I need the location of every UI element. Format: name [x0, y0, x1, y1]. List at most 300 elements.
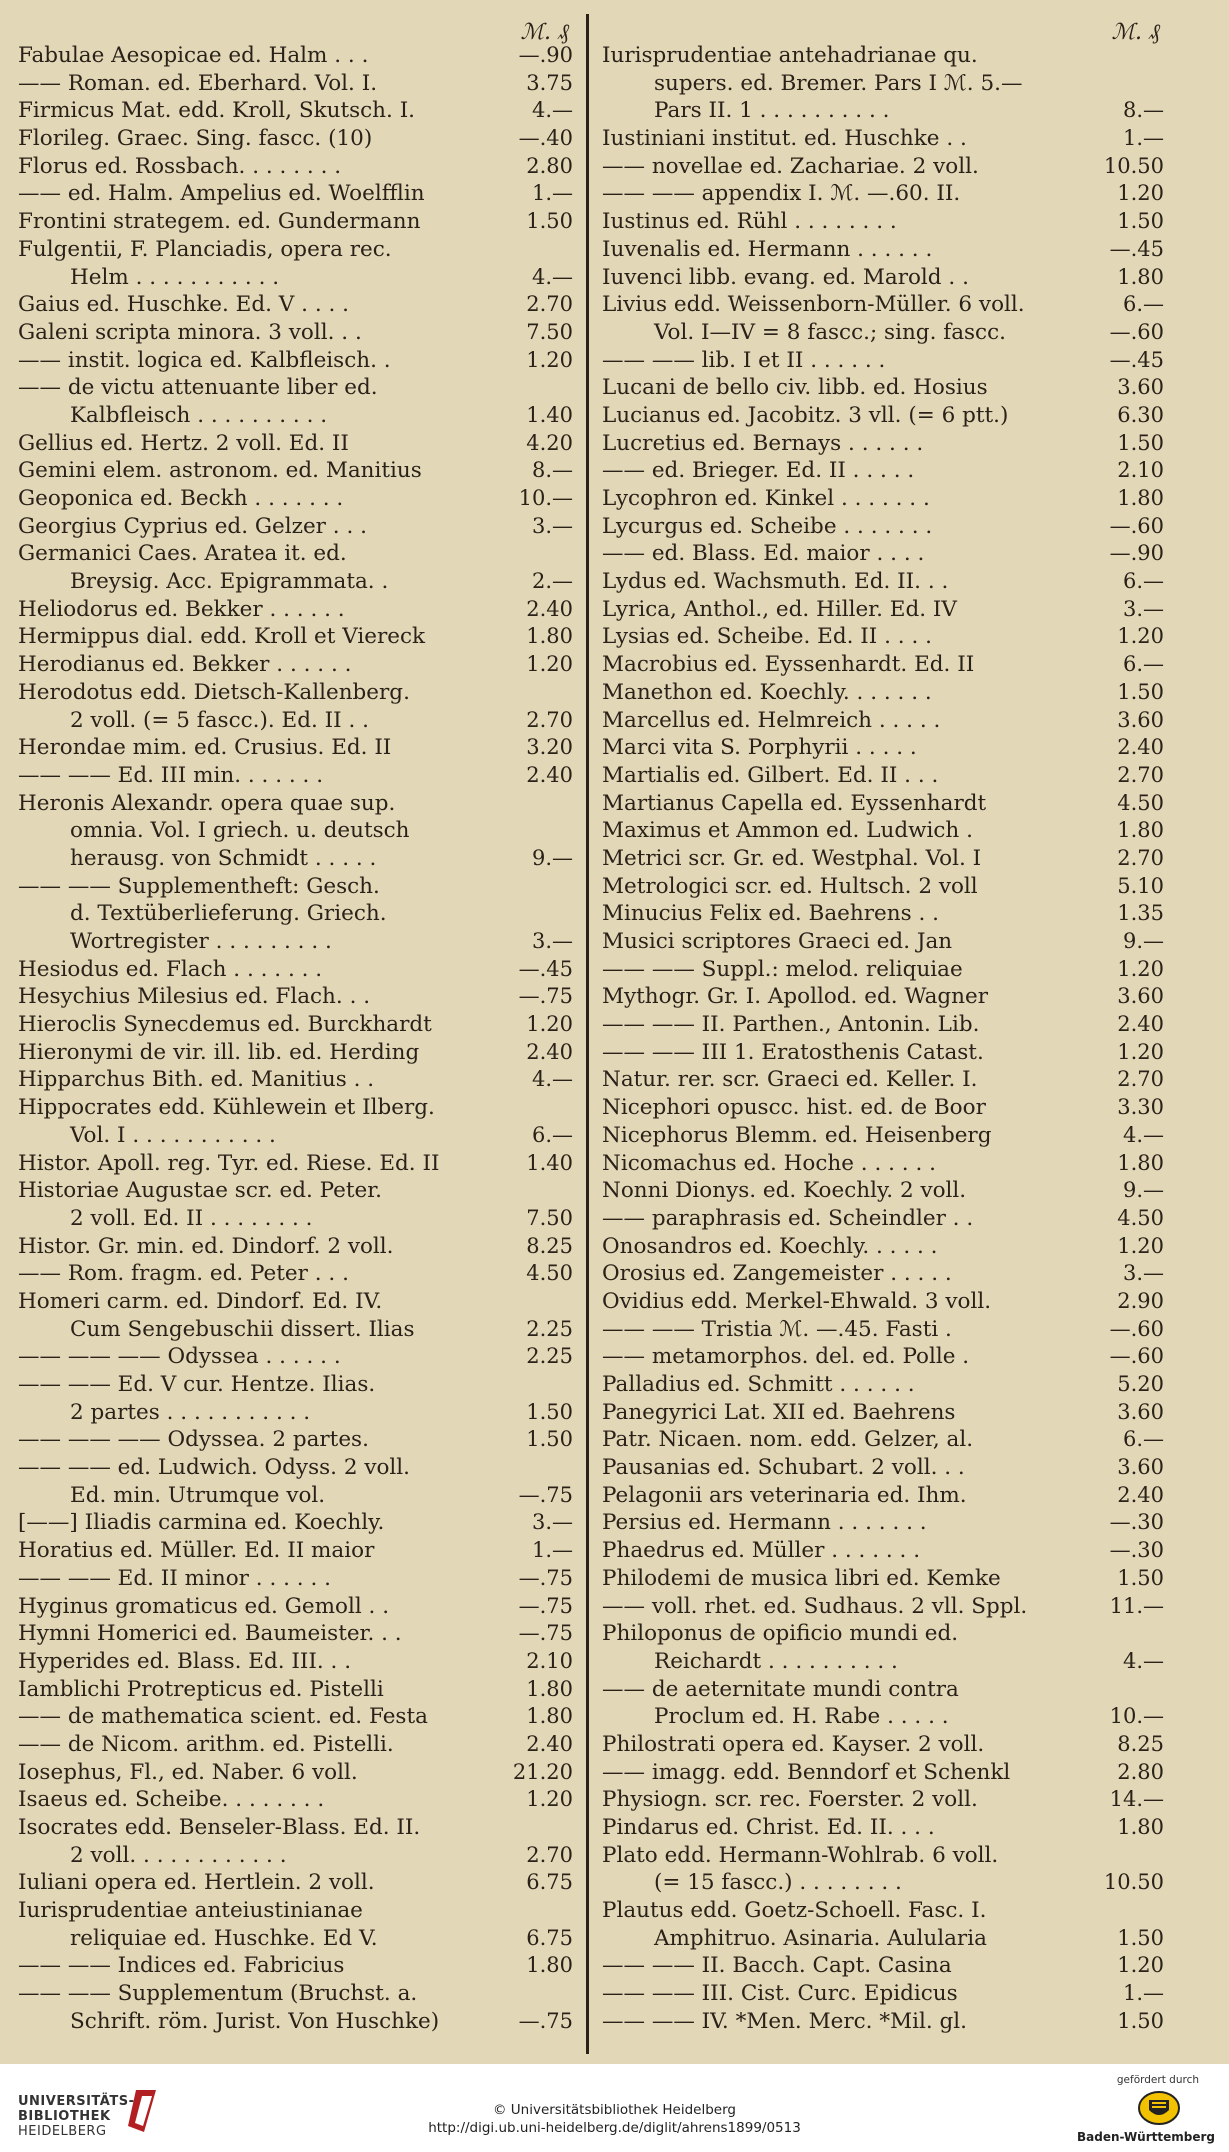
catalog-entry	[602, 956, 1164, 984]
entry-title: —— —— III. Cist. Curc. Epidicus	[602, 1981, 958, 2007]
catalog-entry	[602, 2008, 1164, 2036]
entry-title: Histor. Apoll. reg. Tyr. ed. Riese. Ed. II	[18, 1150, 440, 1176]
entry-title: —— —— lib. I et II . . . . . .	[602, 347, 886, 373]
entry-price: 1.50	[1117, 2008, 1164, 2033]
entry-price: 2.70	[1117, 762, 1164, 787]
catalog-entry	[18, 319, 573, 347]
entry-title: Nicomachus ed. Hoche . . . . . .	[602, 1150, 936, 1176]
page-footer	[0, 2064, 1229, 2152]
entry-title: Fulgentii, F. Planciadis, opera rec.	[18, 236, 392, 262]
entry-price: 6.—	[1122, 292, 1164, 317]
entry-title: Natur. rer. scr. Graeci ed. Keller. I.	[602, 1067, 978, 1093]
entry-title: reliquiae ed. Huschke. Ed V.	[70, 1925, 378, 1951]
entry-title: Hesiodus ed. Flach . . . . . . .	[18, 956, 323, 982]
catalog-entry	[18, 1288, 573, 1316]
entry-price: —.75	[518, 1621, 573, 1646]
entry-title: —— —— ed. Ludwich. Odyss. 2 voll.	[18, 1455, 411, 1481]
catalog-entry	[602, 347, 1164, 375]
catalog-entry	[602, 1731, 1164, 1759]
entry-price: 1.50	[526, 209, 573, 234]
entry-title: Mythogr. Gr. I. Apollod. ed. Wagner	[602, 984, 989, 1010]
catalog-entry	[602, 1786, 1164, 1814]
catalog-entry	[602, 1759, 1164, 1787]
entry-price: 6.—	[1122, 569, 1164, 594]
catalog-entry	[18, 264, 573, 292]
entry-title: Palladius ed. Schmitt . . . . . .	[602, 1372, 915, 1397]
entry-price: 3.—	[1122, 596, 1164, 621]
catalog-entry	[602, 1150, 1164, 1178]
entry-title: Iuvenci libb. evang. ed. Marold . .	[602, 264, 969, 290]
catalog-entry	[602, 457, 1164, 485]
entry-price: 3.60	[1117, 984, 1164, 1009]
entry-price: 2.40	[526, 596, 573, 621]
entry-title: Herodotus edd. Dietsch-Kallenberg.	[18, 679, 410, 705]
entry-title: Nicephori opuscc. hist. ed. de Boor	[602, 1095, 986, 1121]
entry-price: 1.50	[526, 1399, 573, 1424]
entry-price: —.60	[1109, 1344, 1164, 1369]
catalog-entry	[602, 928, 1164, 956]
entry-price: 7.50	[526, 319, 573, 344]
catalog-entry	[18, 845, 573, 873]
entry-price: 7.50	[526, 1205, 573, 1230]
entry-price: 14.—	[1109, 1787, 1164, 1812]
entry-title: Ed. min. Utrumque vol.	[70, 1482, 326, 1508]
library-name-line: HEIDELBERG	[18, 2124, 107, 2139]
currency-header: ℳ. ₰	[520, 20, 569, 45]
entry-price: —.45	[1109, 236, 1164, 261]
entry-price: 2.80	[1117, 1759, 1164, 1784]
entry-title: —— —— Indices ed. Fabricius	[18, 1953, 345, 1979]
column-divider	[586, 14, 589, 2054]
entry-price: 4.50	[1117, 1205, 1164, 1230]
entry-price: —.45	[1109, 347, 1164, 372]
catalog-entry	[602, 790, 1164, 818]
catalog-entry	[18, 347, 573, 375]
catalog-entry	[602, 125, 1164, 153]
entry-price: —.75	[518, 984, 573, 1009]
entry-title: Herodianus ed. Bekker . . . . . .	[18, 652, 352, 678]
entry-price: 1.—	[531, 1538, 573, 1563]
entry-price: 3.—	[531, 1510, 573, 1535]
entry-title: Florus ed. Rossbach. . . . . . . .	[18, 153, 342, 179]
entry-price: 1.80	[1117, 264, 1164, 289]
entry-title: Lycurgus ed. Scheibe . . . . . . .	[602, 513, 933, 539]
entry-title: Philodemi de musica libri ed. Kemke	[602, 1565, 1001, 1591]
entry-title: Pindarus ed. Christ. Ed. II. . . .	[602, 1815, 935, 1840]
catalog-entry	[602, 430, 1164, 458]
entry-title: Hyginus gromaticus ed. Gemoll . .	[18, 1593, 390, 1619]
entry-price: 10.—	[518, 486, 573, 510]
entry-title: 2 voll. (= 5 fascc.). Ed. II . .	[70, 707, 370, 733]
catalog-entry	[18, 430, 573, 458]
entry-title: Minucius Felix ed. Baehrens . .	[602, 901, 939, 927]
entry-title: 2 partes . . . . . . . . . . .	[70, 1399, 311, 1425]
catalog-entry	[18, 153, 573, 181]
entry-price: 2.90	[1117, 1288, 1164, 1313]
catalog-entry	[18, 928, 573, 956]
entry-title: Nicephorus Blemm. ed. Heisenberg	[602, 1122, 992, 1148]
entry-title: —— —— IV. *Men. Merc. *Mil. gl.	[602, 2008, 967, 2034]
catalog-entry	[602, 1454, 1164, 1482]
catalog-entry	[18, 1869, 573, 1897]
catalog-entry	[18, 291, 573, 319]
entry-title: —— —— Ed. V cur. Hentze. Ilias.	[18, 1372, 376, 1397]
entry-title: Iuliani opera ed. Hertlein. 2 voll.	[18, 1870, 375, 1896]
catalog-entry	[602, 1122, 1164, 1150]
catalog-entry	[602, 1620, 1164, 1648]
sponsor-caption: gefördert durch	[1116, 2074, 1199, 2086]
entry-price: —.30	[1109, 1538, 1164, 1563]
catalog-entry	[18, 1482, 573, 1510]
catalog-entry	[602, 873, 1164, 901]
entry-title: Gellius ed. Hertz. 2 voll. Ed. II	[18, 430, 349, 456]
entry-price: 1.50	[1117, 679, 1164, 704]
catalog-entry	[602, 568, 1164, 596]
catalog-entry	[602, 291, 1164, 319]
entry-title: Pelagonii ars veterinaria ed. Ihm.	[602, 1482, 967, 1508]
entry-price: 1.80	[526, 1676, 573, 1701]
catalog-entry	[18, 1897, 573, 1925]
entry-title: Hieroclis Synecdemus ed. Burckhardt	[18, 1012, 432, 1038]
entry-price: 6.—	[531, 1122, 573, 1147]
entry-title: —— —— II. Parthen., Antonin. Lib.	[602, 1012, 980, 1038]
entry-title: Gemini elem. astronom. ed. Manitius	[18, 458, 422, 484]
entry-price: 1.40	[526, 402, 573, 427]
catalog-entry	[602, 1316, 1164, 1344]
entry-title: Breysig. Acc. Epigrammata. .	[70, 569, 389, 595]
entry-price: 1.50	[1117, 1565, 1164, 1590]
entry-price: 1.80	[526, 624, 573, 649]
entry-title: Philostrati opera ed. Kayser. 2 voll.	[602, 1731, 985, 1757]
catalog-entry	[602, 1288, 1164, 1316]
catalog-entry	[18, 1066, 573, 1094]
entry-title: —— Rom. fragm. ed. Peter . . .	[18, 1261, 349, 1287]
entry-title: Firmicus Mat. edd. Kroll, Skutsch. I.	[18, 98, 416, 124]
entry-price: 3.30	[1117, 1095, 1164, 1120]
entry-title: Florileg. Graec. Sing. fascc. (10)	[18, 126, 373, 152]
catalog-entry	[602, 1676, 1164, 1704]
entry-title: Iurisprudentiae antehadrianae qu.	[602, 43, 978, 68]
catalog-entry	[18, 651, 573, 679]
entry-price: 2.40	[526, 762, 573, 787]
entry-title: Amphitruo. Asinaria. Aulularia	[654, 1925, 987, 1951]
entry-title: Heliodorus ed. Bekker . . . . . .	[18, 596, 345, 622]
catalog-entry	[18, 956, 573, 984]
entry-title: d. Textüberlieferung. Griech.	[70, 901, 387, 927]
entry-price: 3.—	[1122, 1261, 1164, 1286]
catalog-entry	[602, 374, 1164, 402]
entry-title: Plautus edd. Goetz-Schoell. Fasc. I.	[602, 1898, 987, 1924]
entry-title: Metrologici scr. ed. Hultsch. 2 voll	[602, 873, 978, 899]
entry-price: 1.80	[1117, 1815, 1164, 1839]
entry-title: Metrici scr. Gr. ed. Westphal. Vol. I	[602, 845, 982, 871]
entry-title: Lysias ed. Scheibe. Ed. II . . . .	[602, 624, 932, 650]
entry-price: 5.10	[1117, 873, 1164, 898]
catalog-entry	[18, 1260, 573, 1288]
entry-title: Lycophron ed. Kinkel . . . . . . .	[602, 486, 930, 511]
entry-price: 1.20	[1117, 1039, 1164, 1064]
entry-title: —— de aeternitate mundi contra	[602, 1676, 959, 1702]
entry-price: —.90	[518, 43, 573, 67]
catalog-entry	[602, 70, 1164, 98]
catalog-entry	[602, 1648, 1164, 1676]
catalog-entry	[18, 1593, 573, 1621]
catalog-entry	[602, 319, 1164, 347]
entry-price: 9.—	[1122, 929, 1164, 953]
catalog-entry	[18, 513, 573, 541]
entry-title: Hipparchus Bith. ed. Manitius . .	[18, 1067, 375, 1093]
catalog-entry	[18, 1177, 573, 1205]
catalog-entry	[602, 1039, 1164, 1067]
entry-title: —— ed. Blass. Ed. maior . . . .	[602, 541, 925, 567]
catalog-entry	[18, 97, 573, 125]
permalink-url[interactable]: http://digi.ub.uni-heidelberg.de/diglit/ahrens1899/0513	[428, 2120, 801, 2136]
entry-title: Marcellus ed. Helmreich . . . . .	[602, 707, 941, 733]
entry-price: 10.—	[1109, 1704, 1164, 1729]
entry-title: Hippocrates edd. Kühlewein et Ilberg.	[18, 1095, 435, 1121]
catalog-entry	[602, 1869, 1164, 1897]
entry-title: Reichardt . . . . . . . . . .	[654, 1648, 898, 1674]
catalog-entry	[602, 1565, 1164, 1593]
catalog-entry	[602, 983, 1164, 1011]
entry-title: Lucani de bello civ. libb. ed. Hosius	[602, 375, 988, 401]
entry-title: Orosius ed. Zangemeister . . . . .	[602, 1261, 952, 1287]
entry-title: herausg. von Schmidt . . . . .	[70, 845, 377, 871]
entry-price: 2.25	[526, 1344, 573, 1369]
catalog-entry	[18, 623, 573, 651]
entry-title: Historiae Augustae scr. ed. Peter.	[18, 1178, 382, 1204]
entry-price: 6.75	[526, 1870, 573, 1895]
entry-title: Cum Sengebuschii dissert. Ilias	[70, 1316, 415, 1342]
catalog-entry	[18, 70, 573, 98]
entry-title: Maximus et Ammon ed. Ludwich .	[602, 818, 973, 844]
entry-title: Musici scriptores Graeci ed. Jan	[602, 929, 953, 954]
entry-price: 2.70	[1117, 1067, 1164, 1092]
entry-title: Germanici Caes. Aratea it. ed.	[18, 541, 347, 567]
entry-title: Kalbfleisch . . . . . . . . . .	[70, 402, 328, 428]
copyright-notice: © Universitätsbibliothek Heidelberg	[492, 2102, 736, 2118]
catalog-entry	[18, 1842, 573, 1870]
entry-price: —.60	[1109, 513, 1164, 538]
entry-title: Fabulae Aesopicae ed. Halm . . .	[18, 43, 369, 68]
entry-price: —.90	[1109, 541, 1164, 566]
entry-price: 3.—	[531, 929, 573, 953]
entry-title: Iustiniani institut. ed. Huschke . .	[602, 126, 967, 152]
catalog-entry	[18, 568, 573, 596]
catalog-entry	[602, 402, 1164, 430]
entry-title: Nonni Dionys. ed. Koechly. 2 voll.	[602, 1178, 967, 1204]
catalog-entry	[602, 1593, 1164, 1621]
entry-title: Pars II. 1 . . . . . . . . . .	[654, 98, 890, 124]
entry-title: —— —— Supplementheft: Gesch.	[18, 873, 380, 899]
entry-price: —.60	[1109, 1316, 1164, 1341]
entry-price: 4.—	[531, 98, 573, 123]
entry-title: —— de Nicom. arithm. ed. Pistelli.	[18, 1731, 394, 1757]
entry-price: 21.20	[512, 1759, 573, 1784]
entry-price: 2.—	[531, 569, 573, 594]
entry-title: Persius ed. Hermann . . . . . . .	[602, 1510, 927, 1536]
catalog-entry	[18, 1980, 573, 2008]
catalog-entry	[602, 1343, 1164, 1371]
catalog-entry	[18, 1094, 573, 1122]
left-column	[18, 20, 573, 2036]
entry-price: 2.25	[526, 1316, 573, 1341]
entry-title: Patr. Nicaen. nom. edd. Gelzer, al.	[602, 1427, 974, 1453]
catalog-entry	[602, 651, 1164, 679]
entry-title: Lucretius ed. Bernays . . . . . .	[602, 430, 924, 456]
right-column	[602, 20, 1164, 2036]
entry-price: 1.20	[1117, 1953, 1164, 1978]
catalog-entry	[18, 1233, 573, 1261]
entry-title: Homeri carm. ed. Dindorf. Ed. IV.	[18, 1288, 383, 1314]
entry-price: 1.50	[1117, 430, 1164, 455]
catalog-entry	[602, 1399, 1164, 1427]
entry-title: Philoponus de opificio mundi ed.	[602, 1621, 959, 1647]
entry-title: Isaeus ed. Scheibe. . . . . . . .	[18, 1787, 325, 1813]
catalog-entry	[602, 540, 1164, 568]
catalog-entry	[602, 1842, 1164, 1870]
entry-price: 4.—	[1122, 1122, 1164, 1147]
catalog-entry	[18, 707, 573, 735]
catalog-entry	[18, 374, 573, 402]
entry-title: —— paraphrasis ed. Scheindler . .	[602, 1205, 974, 1231]
library-name-line: UNIVERSITÄTS-	[18, 2094, 135, 2109]
entry-price: 10.50	[1103, 1870, 1164, 1895]
entry-price: 2.40	[1117, 1482, 1164, 1507]
entry-title: Hymni Homerici ed. Baumeister. . .	[18, 1621, 402, 1647]
entry-price: 4.20	[526, 430, 573, 455]
catalog-entry	[18, 762, 573, 790]
entry-price: 2.10	[526, 1648, 573, 1673]
catalog-entry	[18, 1509, 573, 1537]
entry-title: (= 15 fascc.) . . . . . . . .	[654, 1870, 902, 1896]
entry-title: Manethon ed. Koechly. . . . . . .	[602, 679, 932, 705]
entry-price: 2.80	[526, 153, 573, 178]
catalog-entry	[18, 596, 573, 624]
entry-price: 3.60	[1117, 1455, 1164, 1480]
entry-title: —— imagg. edd. Benndorf et Schenkl	[602, 1759, 1011, 1785]
entry-price: 1.20	[526, 1787, 573, 1812]
entry-price: —.75	[518, 1482, 573, 1507]
entry-title: Frontini strategem. ed. Gundermann	[18, 209, 421, 235]
entry-price: —.30	[1109, 1510, 1164, 1535]
entry-price: 1.50	[526, 1427, 573, 1452]
catalog-entry	[18, 42, 573, 70]
entry-price: —.60	[1109, 319, 1164, 344]
entry-price: 3.60	[1117, 375, 1164, 400]
catalog-entry	[18, 1703, 573, 1731]
catalog-entry	[602, 1814, 1164, 1842]
entry-title: Marci vita S. Porphyrii . . . . .	[602, 735, 917, 761]
catalog-entry	[18, 734, 573, 762]
entry-price: 9.—	[1122, 1178, 1164, 1203]
entry-price: 10.50	[1103, 153, 1164, 178]
entry-title: —— ed. Brieger. Ed. II . . . . .	[602, 458, 915, 484]
catalog-entry	[602, 485, 1164, 513]
entry-price: 2.70	[526, 292, 573, 317]
entry-price: 6.—	[1122, 652, 1164, 677]
entry-price: 1.20	[526, 652, 573, 677]
entry-price: 8.25	[526, 1233, 573, 1258]
catalog-entry	[18, 1122, 573, 1150]
entry-price: 6.30	[1117, 402, 1164, 427]
catalog-entry	[18, 1011, 573, 1039]
catalog-entry	[18, 1426, 573, 1454]
entry-price: 1.50	[1117, 209, 1164, 234]
catalog-entry	[18, 817, 573, 845]
entry-price: 2.70	[526, 707, 573, 732]
catalog-entry	[602, 596, 1164, 624]
entry-title: Gaius ed. Huschke. Ed. V . . . .	[18, 292, 350, 318]
entry-title: 2 voll. . . . . . . . . . . .	[70, 1842, 287, 1868]
entry-price: 1.20	[526, 1012, 573, 1037]
entry-title: —— ed. Halm. Ampelius ed. Woelfflin	[18, 181, 425, 207]
catalog-entry	[602, 264, 1164, 292]
entry-price: —.75	[518, 2008, 573, 2033]
catalog-entry	[18, 1925, 573, 1953]
entry-price: 1.20	[1117, 181, 1164, 206]
entry-title: Iosephus, Fl., ed. Naber. 6 voll.	[18, 1759, 358, 1785]
entry-title: Lyrica, Anthol., ed. Hiller. Ed. IV	[602, 596, 957, 622]
catalog-entry	[602, 1426, 1164, 1454]
catalog-entry	[602, 1177, 1164, 1205]
entry-title: Hieronymi de vir. ill. lib. ed. Herding	[18, 1039, 420, 1065]
entry-price: 11.—	[1109, 1593, 1164, 1618]
entry-price: 5.20	[1117, 1372, 1164, 1396]
entry-price: 1.80	[1117, 486, 1164, 510]
entry-price: 2.40	[1117, 1012, 1164, 1037]
entry-price: 2.40	[526, 1039, 573, 1064]
entry-title: Plato edd. Hermann-Wohlrab. 6 voll.	[602, 1842, 999, 1868]
catalog-entry	[602, 42, 1164, 70]
entry-price: 1.20	[1117, 956, 1164, 981]
catalog-entry	[18, 873, 573, 901]
entry-title: —— —— —— Odyssea . . . . . .	[18, 1344, 341, 1370]
entry-price: 4.—	[1122, 1648, 1164, 1673]
catalog-entry	[602, 513, 1164, 541]
catalog-entry	[602, 817, 1164, 845]
catalog-entry	[602, 900, 1164, 928]
entry-price: 1.20	[1117, 624, 1164, 649]
entry-price: 1.20	[526, 347, 573, 372]
entry-price: 2.70	[1117, 845, 1164, 870]
catalog-entry	[18, 236, 573, 264]
entry-price: —.45	[518, 956, 573, 981]
catalog-entry	[18, 1814, 573, 1842]
entry-price: 1.80	[526, 1953, 573, 1978]
catalog-entry	[18, 1371, 573, 1399]
entry-price: 3.—	[531, 513, 573, 538]
entry-title: —— —— appendix I. ℳ. —.60. II.	[602, 181, 961, 207]
entry-title: —— —— —— Odyssea. 2 partes.	[18, 1427, 369, 1453]
library-name-line: BIBLIOTHEK	[18, 2109, 111, 2124]
catalog-entry	[602, 1371, 1164, 1399]
catalog-entry	[18, 2008, 573, 2036]
entry-title: —— —— III 1. Eratosthenis Catast.	[602, 1039, 984, 1065]
catalog-entry	[602, 1011, 1164, 1039]
catalog-entry	[18, 1150, 573, 1178]
catalog-entry	[18, 1565, 573, 1593]
entry-price: 8.—	[1122, 98, 1164, 123]
entry-title: Hermippus dial. edd. Kroll et Viereck	[18, 624, 426, 650]
entry-title: —— —— Tristia ℳ. —.45. Fasti .	[602, 1316, 952, 1342]
entry-price: 2.10	[1117, 458, 1164, 483]
entry-title: Iurisprudentiae anteiustinianae	[18, 1898, 363, 1924]
catalog-entry	[18, 1648, 573, 1676]
catalog-entry	[602, 180, 1164, 208]
entry-title: —— —— II. Bacch. Capt. Casina	[602, 1953, 952, 1979]
entry-price: —.40	[518, 126, 573, 151]
